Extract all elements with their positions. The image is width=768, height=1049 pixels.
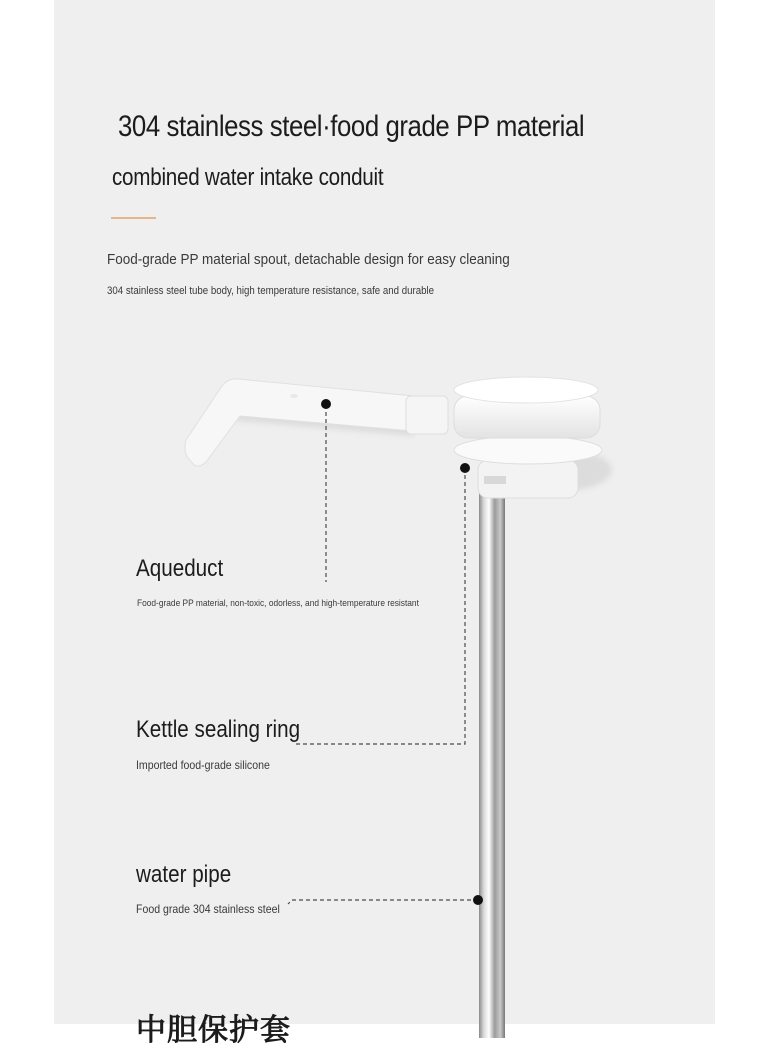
- main-title: 304 stainless steel·food grade PP material: [118, 110, 585, 143]
- aqueduct-marker-dot: [321, 399, 331, 409]
- next-section-heading: 中胆保护套: [136, 1014, 291, 1047]
- callout-lines: [288, 405, 478, 904]
- steel-water-pipe: [479, 478, 505, 1038]
- description-line-1: Food-grade PP material spout, detachable design for easy cleaning: [107, 251, 510, 268]
- sealing-ring-marker-dot: [460, 463, 470, 473]
- water-pipe-label: water pipe: [136, 861, 232, 888]
- water-pipe-description: Food grade 304 stainless steel: [136, 902, 280, 916]
- water-pipe-marker-dot: [473, 895, 483, 905]
- sealing-ring-description: Imported food-grade silicone: [136, 758, 270, 772]
- product-detail-panel: [54, 0, 715, 1047]
- spout-arm: [185, 379, 448, 466]
- aqueduct-description: Food-grade PP material, non-toxic, odorless, and high-temperature resistant: [137, 598, 419, 609]
- description-line-2: 304 stainless steel tube body, high temperature resistance, safe and durable: [107, 285, 435, 297]
- sealing-ring-label: Kettle sealing ring: [136, 716, 301, 743]
- main-subtitle: combined water intake conduit: [112, 164, 384, 191]
- aqueduct-label: Aqueduct: [136, 555, 224, 582]
